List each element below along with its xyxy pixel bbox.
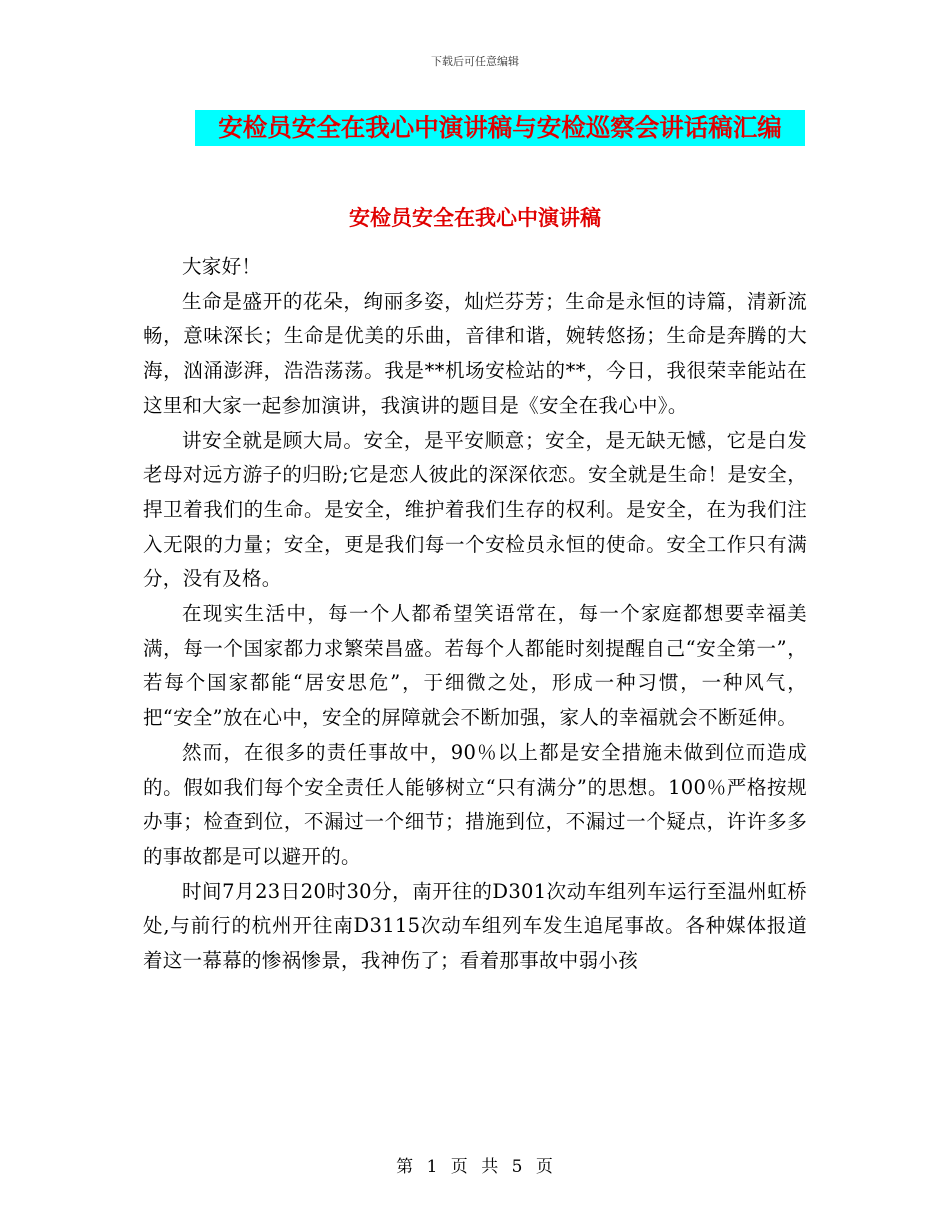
footer-total-pages: 5 [511,1157,524,1177]
footer-ye2: 页 [535,1157,554,1177]
document-main-title: 安检员安全在我心中演讲稿与安检巡察会讲话稿汇编 [195,110,805,146]
paragraph: 然而，在很多的责任事故中，90％以上都是安全措施未做到位而造成的。假如我们每个安全责任人能够树立“只有满分”的思想。100％严格按规办事；检查到位，不漏过一个细节；措施到位，不漏过一个疑点，许许多多的事故都是可以避开的。 [143,740,807,868]
document-body [143,250,807,979]
section-title: 安检员安全在我心中演讲稿 [349,206,601,230]
footer-di: 第 [396,1157,415,1177]
page-number-footer [0,1152,950,1177]
page-header-note: 下载后可任意编辑 [431,55,519,68]
footer-ye: 页 [450,1157,469,1177]
footer-gong: 共 [481,1157,500,1177]
paragraph: 生命是盛开的花朵，绚丽多姿，灿烂芬芳；生命是永恒的诗篇，清新流畅，意味深长；生命是优美的乐曲，音律和谐，婉转悠扬；生命是奔腾的大海，汹涌澎湃，浩浩荡荡。我是**机场安检站的**，今日，我很荣幸能站在这里和大家一起参加演讲，我演讲的题目是《安全在我心中》。 [143,289,807,417]
paragraph: 讲安全就是顾大局。安全，是平安顺意；安全，是无缺无憾，它是白发老母对远方游子的归盼;它是恋人彼此的深深依恋。安全就是生命！是安全，捍卫着我们的生命。是安全，维护着我们生存的权利。是安全，在为我们注入无限的力量；安全，更是我们每一个安检员永恒的使命。安全工作只有满分，没有及格。 [143,428,807,591]
paragraph: 在现实生活中，每一个人都希望笑语常在，每一个家庭都想要幸福美满，每一个国家都力求繁荣昌盛。若每个人都能时刻提醒自己“安全第一”，若每个国家都能“居安思危”，于细微之处，形成一种习惯，一种风气，把“安全”放在心中，安全的屏障就会不断加强，家人的幸福就会不断延伸。 [143,602,807,730]
paragraph-greeting: 大家好！ [182,255,262,278]
footer-current-page: 1 [426,1157,439,1177]
paragraph: 时间7月23日20时30分，南开往的D301次动车组列车运行至温州虹桥处,与前行的杭州开往南D3115次动车组列车发生追尾事故。各种媒体报道着这一幕幕的惨祸惨景，我神伤了；看着那事故中弱小孩 [143,879,807,973]
